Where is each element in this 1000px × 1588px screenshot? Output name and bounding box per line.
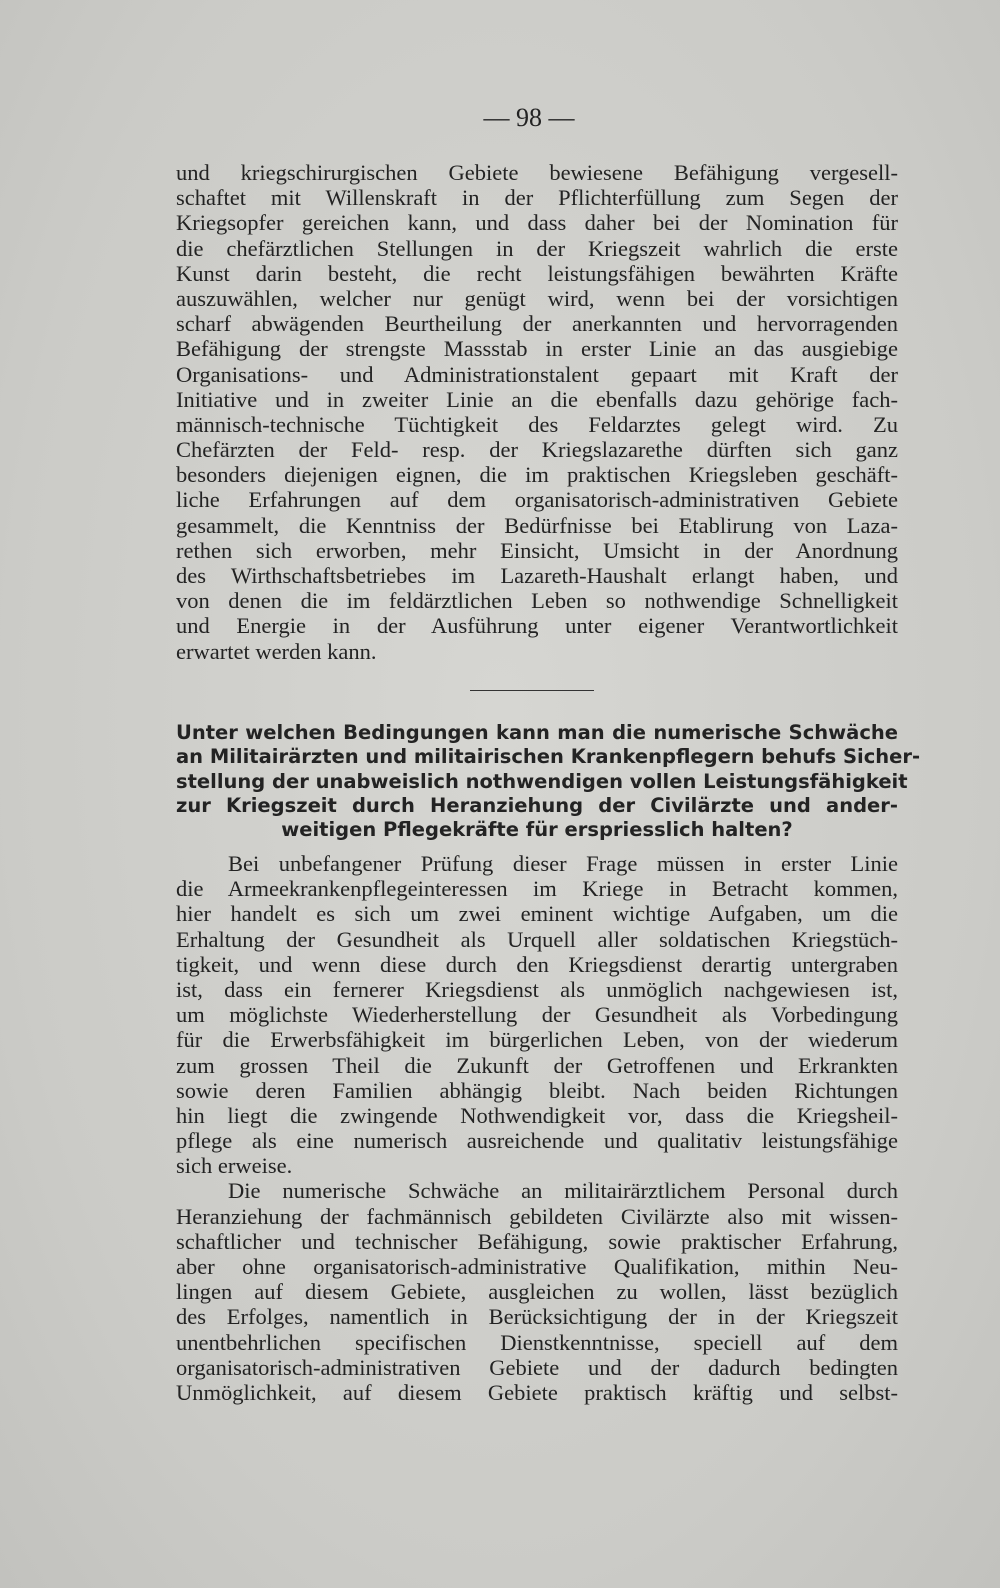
text-line: des Wirthschaftsbetriebes im Lazareth-Haushalt erlangt haben, und	[176, 563, 898, 588]
text-line: Die numerische Schwäche an militairärztlichem Personal durch	[228, 1178, 898, 1204]
text-line: sowie deren Familien abhängig bleibt. Nach beiden Richtungen	[176, 1077, 898, 1103]
paragraph-continuation	[176, 160, 898, 664]
text-line: tigkeit, und wenn diese durch den Kriegsdienst derartig untergraben	[176, 951, 898, 977]
text-line: rethen sich erworben, mehr Einsicht, Umsicht in der Anordnung	[176, 537, 898, 563]
text-line: Bei unbefangener Prüfung dieser Frage müssen in erster Linie	[228, 851, 898, 876]
page-number: — 98 —	[483, 103, 575, 132]
text-line: lingen auf diesem Gebiete, ausgleichen zu wollen, lässt bezüglich	[176, 1279, 898, 1305]
body-text	[176, 851, 898, 1405]
text-line: sich erweise.	[176, 1153, 293, 1179]
text-line: weitigen Pflegekräfte für erspriesslich halten?	[281, 818, 793, 842]
text-line: Organisations- und Administrationstalent gepaart mit Kraft der	[176, 361, 898, 387]
text-line: Initiative und in zweiter Linie an die ebenfalls dazu gehörige fach-	[176, 386, 898, 412]
text-line: an Militairärzten und militairischen Krankenpflegern behufs Sicher-	[176, 745, 921, 769]
text-line: Unmöglichkeit, auf diesem Gebiete praktisch kräftig und selbst-	[176, 1379, 898, 1405]
text-line: des Erfolges, namentlich in Berücksichtigung der in der Kriegszeit	[176, 1304, 898, 1330]
text-line: stellung der unabweislich nothwendigen vollen Leistungsfähigkeit	[176, 769, 908, 793]
text-line: aber ohne organisatorisch-administrative Qualifikation, mithin Neu-	[176, 1254, 898, 1279]
text-line: pflege als eine numerisch ausreichende und qualitativ leistungsfähige	[176, 1128, 898, 1154]
text-line: zum grossen Theil die Zukunft der Getroffenen und Erkrankten	[176, 1052, 898, 1078]
paragraph-examination	[176, 851, 898, 1178]
text-line: die Armeekrankenpflegeinteressen im Kriege in Betracht kommen,	[176, 876, 898, 902]
text-line: organisatorisch-administrativen Gebiete und der dadurch bedingten	[176, 1354, 898, 1380]
text-line: hin liegt die zwingende Nothwendigkeit vor, dass die Kriegsheil-	[176, 1102, 898, 1128]
text-line: und kriegschirurgischen Gebiete bewiesene Befähigung vergesell-	[176, 160, 898, 185]
text-line: Erhaltung der Gesundheit als Urquell aller soldatischen Kriegstüch-	[176, 926, 898, 952]
text-line: zur Kriegszeit durch Heranziehung der Civilärzte und ander-	[176, 793, 898, 817]
text-line: Heranziehung der fachmännisch gebildeten Civilärzte also mit wissen-	[176, 1203, 898, 1229]
text-line: um möglichste Wiederherstellung der Gesundheit als Vorbedingung	[176, 1002, 898, 1028]
paragraph-numerical-weakness	[176, 1178, 898, 1405]
text-line: Unter welchen Bedingungen kann man die numerische Schwäche	[176, 721, 898, 744]
section-heading	[176, 721, 921, 842]
text-line: besonders diejenigen eignen, die im praktischen Kriegsleben geschäft-	[176, 462, 898, 488]
text-line: für die Erwerbsfähigkeit im bürgerlichen Leben, von der wiederum	[176, 1027, 898, 1053]
text-line: scharf abwägenden Beurtheilung der anerkannten und hervorragenden	[176, 311, 898, 337]
text-line: Befähigung der strengste Massstab in erster Linie an das ausgiebige	[176, 336, 898, 362]
text-line: Kriegsopfer gereichen kann, und dass daher bei der Nomination für	[176, 210, 898, 236]
text-line: unentbehrlichen specifischen Dienstkenntnisse, speciell auf dem	[176, 1329, 898, 1355]
text-line: gesammelt, die Kenntniss der Bedürfnisse bei Etablirung von Laza-	[176, 512, 898, 538]
text-line: männisch-technische Tüchtigkeit des Feldarztes gelegt wird. Zu	[176, 411, 898, 437]
text-line: ist, dass ein fernerer Kriegsdienst als unmöglich nachgewiesen ist,	[176, 976, 898, 1002]
text-line: erwartet werden kann.	[176, 638, 377, 664]
section-separator-rule	[470, 690, 594, 691]
text-line: von denen die im feldärztlichen Leben so nothwendige Schnelligkeit	[176, 588, 898, 614]
text-line: schaftlicher und technischer Befähigung, sowie praktischer Erfahrung,	[176, 1228, 898, 1254]
text-line: liche Erfahrungen auf dem organisatorisch-administrativen Gebiete	[176, 487, 898, 513]
text-line: Kunst darin besteht, die recht leistungsfähigen bewährten Kräfte	[176, 260, 898, 286]
text-line: Chefärzten der Feld- resp. der Kriegslazarethe dürften sich ganz	[176, 437, 898, 463]
text-line: schaftet mit Willenskraft in der Pflichterfüllung zum Segen der	[176, 185, 898, 211]
text-line: auszuwählen, welcher nur genügt wird, wenn bei der vorsichtigen	[176, 285, 898, 311]
text-line: die chefärztlichen Stellungen in der Kriegszeit wahrlich die erste	[176, 235, 898, 261]
text-line: und Energie in der Ausführung unter eigener Verantwortlichkeit	[176, 613, 898, 639]
text-line: hier handelt es sich um zwei eminent wichtige Aufgaben, um die	[176, 901, 898, 927]
